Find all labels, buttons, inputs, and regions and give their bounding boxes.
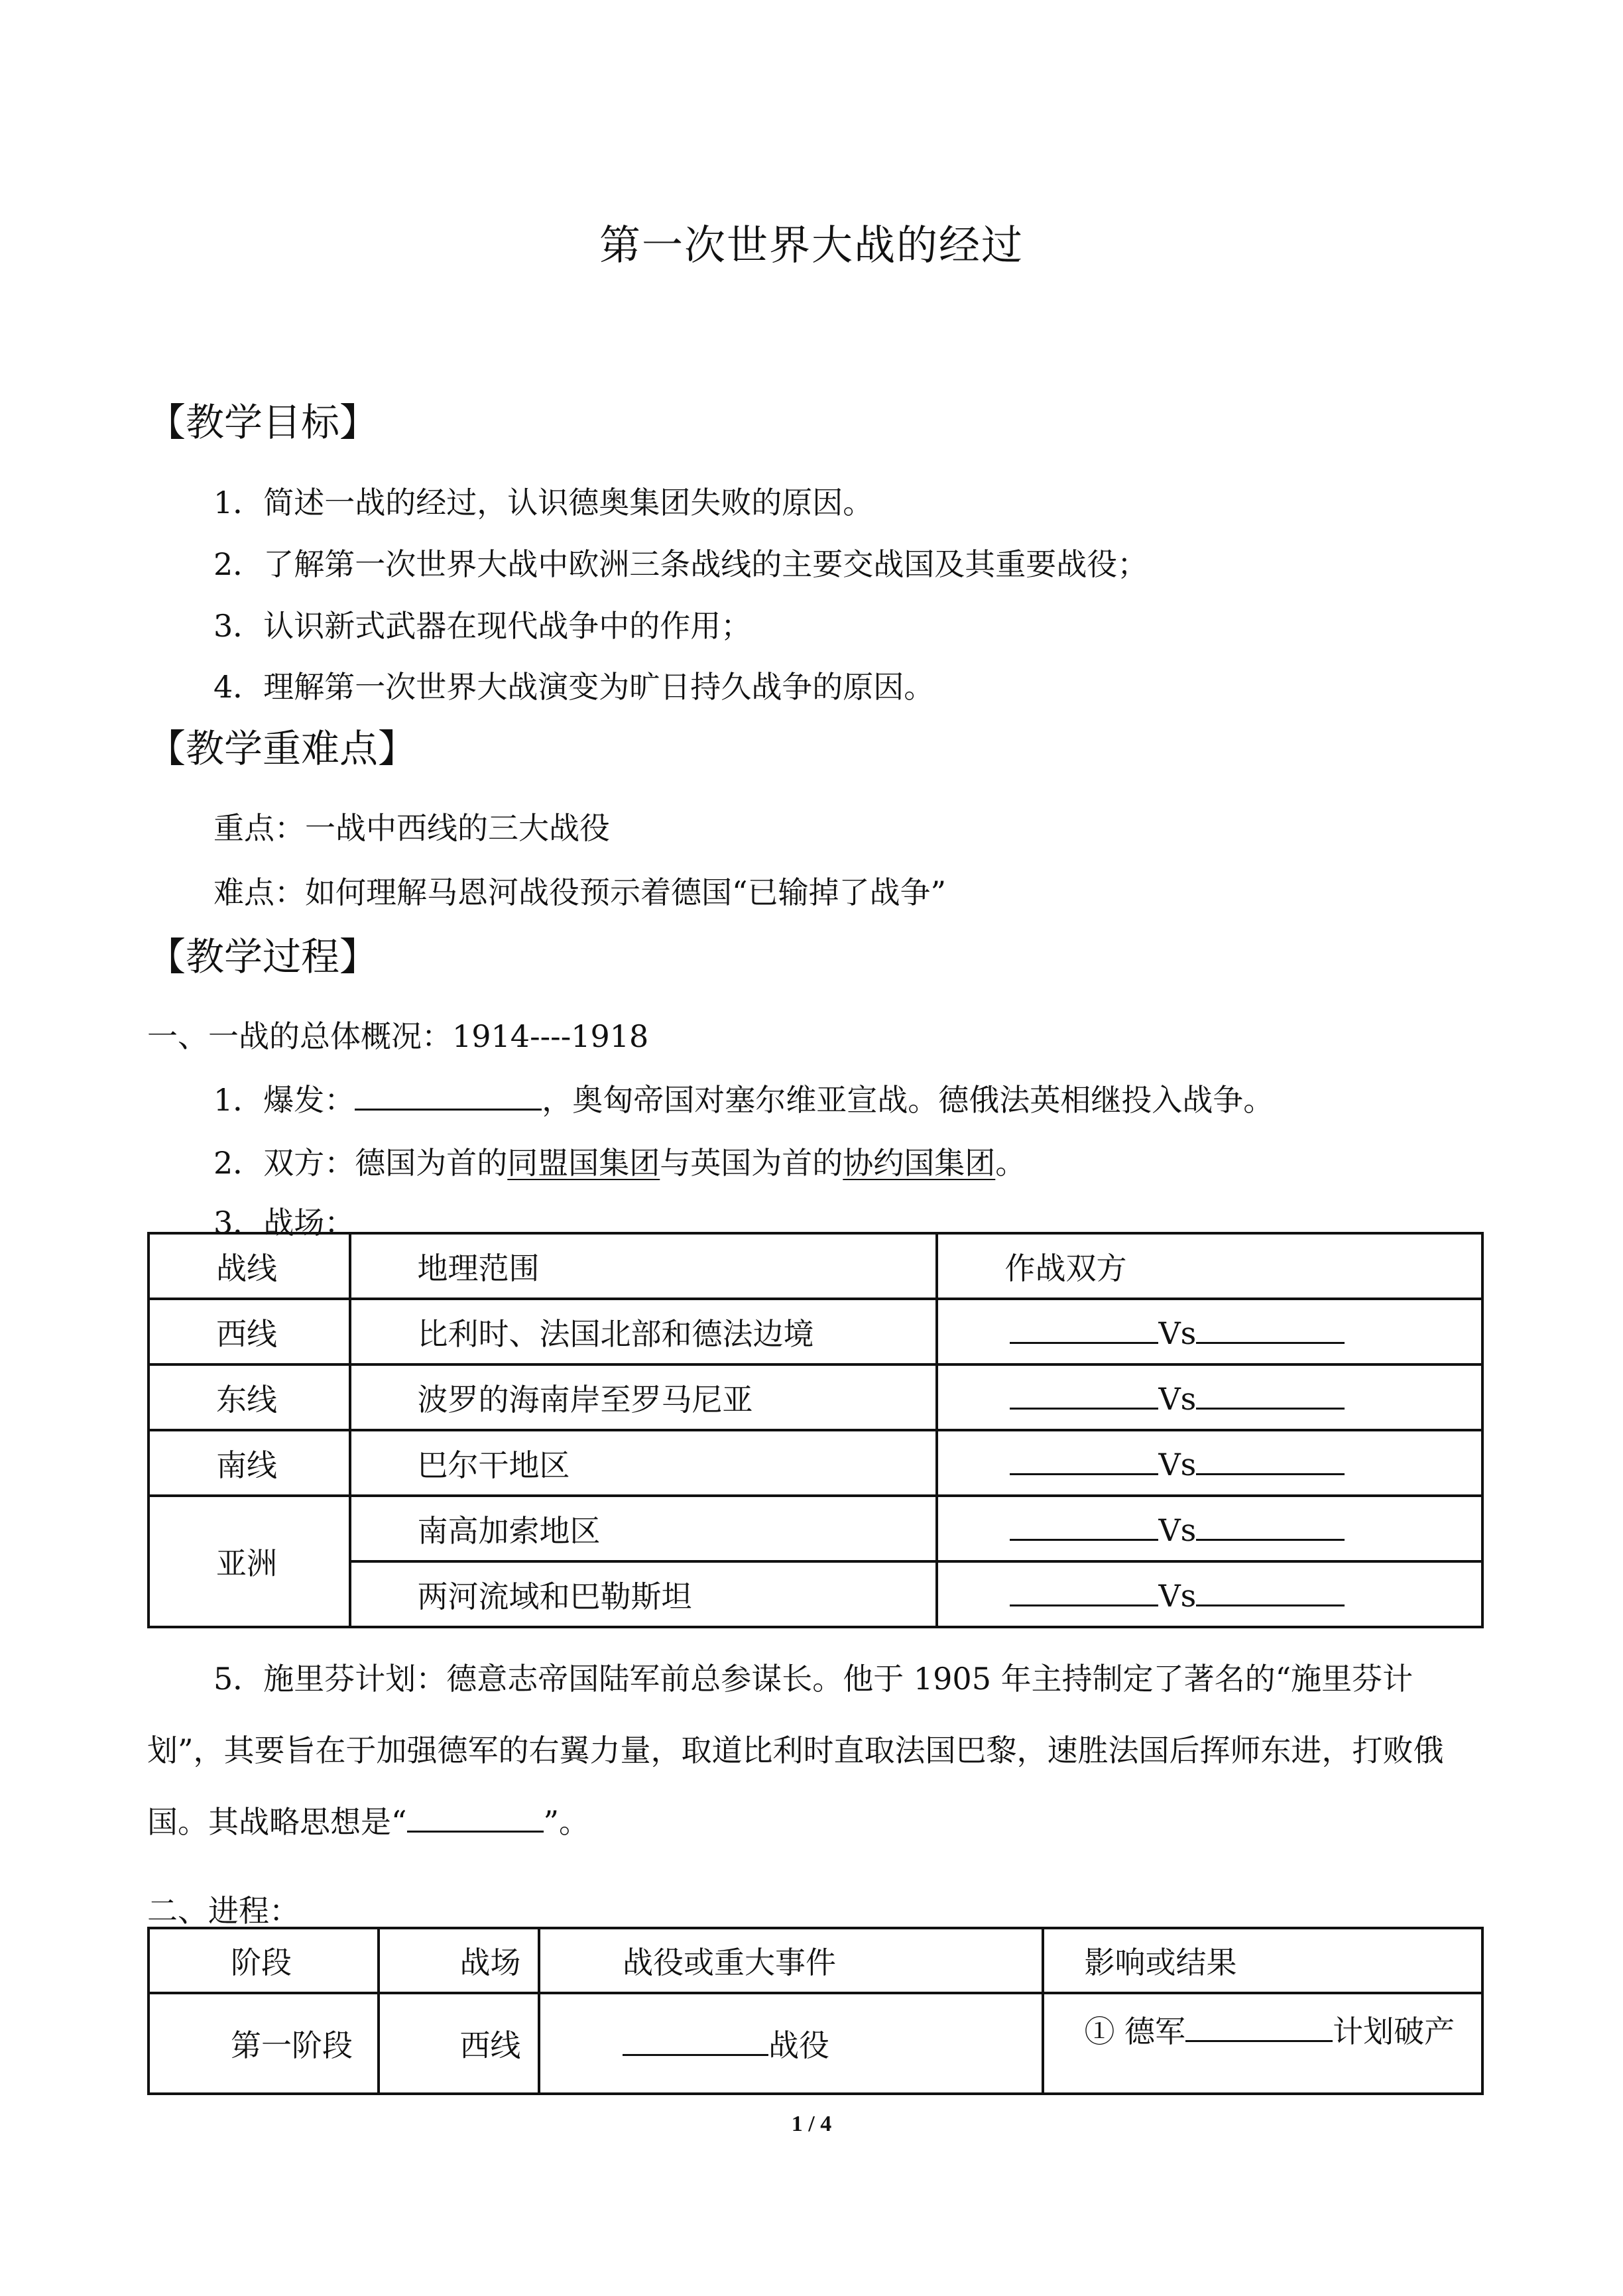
- schlieffen-paragraph: [147, 1643, 1484, 1858]
- objective-item: 3．认识新式武器在现代战争中的作用；: [213, 608, 752, 644]
- blank-right: [1196, 1378, 1345, 1410]
- blank-left: [1010, 1378, 1158, 1410]
- objectives-heading: 【教学目标】: [147, 400, 379, 445]
- header-sides: 作战双方: [937, 1233, 1482, 1299]
- outbreak-line: [213, 1076, 1274, 1120]
- objective-item: 4．理解第一次世界大战演变为旷日持久战争的原因。: [213, 669, 935, 705]
- result-cell: [1043, 1993, 1482, 2094]
- table-row: [149, 1496, 1482, 1561]
- page-number: 1 / 4: [791, 2112, 832, 2136]
- battlefield-label: 3．战场：: [213, 1205, 355, 1240]
- page-title: 第一次世界大战的经过: [599, 221, 1024, 269]
- header-region: 地理范围: [350, 1233, 937, 1299]
- region-cell: 波罗的海南岸至罗马尼亚: [350, 1364, 937, 1430]
- keypoints-heading: 【教学重难点】: [147, 726, 417, 771]
- stage-cell: 第一阶段: [149, 1993, 379, 2094]
- sides-cell: [937, 1364, 1482, 1430]
- front-cell: 东线: [149, 1364, 350, 1430]
- vs-label: Vs: [1158, 1446, 1197, 1482]
- entente-powers: 协约国集团: [843, 1145, 996, 1181]
- header-stage: 阶段: [149, 1928, 379, 1993]
- region-cell: 比利时、法国北部和德法边境: [350, 1299, 937, 1364]
- sides-line: [213, 1139, 1026, 1183]
- blank-right: [1196, 1510, 1345, 1541]
- front-cell: 西线: [149, 1299, 350, 1364]
- schlieffen-blank: [407, 1801, 544, 1833]
- blank-right: [1196, 1313, 1345, 1344]
- blank-left: [1010, 1575, 1158, 1606]
- battle-blank: [623, 2025, 768, 2056]
- part1-title: 一、一战的总体概况：1914----1918: [147, 1018, 649, 1054]
- front-cell: 南线: [149, 1430, 350, 1496]
- vs-label: Vs: [1158, 1315, 1197, 1351]
- header-battle: 战役或重大事件: [539, 1928, 1043, 1993]
- table-header-row: [149, 1928, 1482, 1993]
- result-prefix: ① 德军: [1084, 2014, 1186, 2049]
- region-cell: 两河流域和巴勒斯坦: [350, 1561, 937, 1627]
- outbreak-suffix: ，奥匈帝国对塞尔维亚宣战。德俄法英相继投入战争。: [542, 1082, 1274, 1118]
- stage-table: [147, 1927, 1484, 2095]
- objective-item: 1．简述一战的经过，认识德奥集团失败的原因。: [213, 485, 874, 520]
- vs-label: Vs: [1158, 1380, 1197, 1417]
- table-row: [149, 1299, 1482, 1364]
- outbreak-blank: [355, 1079, 542, 1111]
- sides-middle: 与英国为首的: [660, 1145, 843, 1181]
- region-cell: 巴尔干地区: [350, 1430, 937, 1496]
- field-cell: 西线: [379, 1993, 539, 2094]
- sides-cell: [937, 1299, 1482, 1364]
- sides-cell: [937, 1561, 1482, 1627]
- blank-left: [1010, 1444, 1158, 1475]
- table-row: [149, 1364, 1482, 1430]
- schlieffen-text: 5．施里芬计划：德意志帝国陆军前总参谋长。他于 1905 年主持制定了著名的“施里芬计划”，其要旨在于加强德军的右翼力量，取道比利时直取法国巴黎，速胜法国后挥师东进，打败俄国。其战略思想是“: [147, 1661, 1444, 1840]
- front-cell: 亚洲: [149, 1496, 350, 1627]
- blank-right: [1196, 1575, 1345, 1606]
- blank-left: [1010, 1313, 1158, 1344]
- sides-cell: [937, 1430, 1482, 1496]
- battle-cell: [539, 1993, 1043, 2094]
- part2-title: 二、进程：: [147, 1893, 300, 1929]
- region-cell: 南高加索地区: [350, 1496, 937, 1561]
- blank-left: [1010, 1510, 1158, 1541]
- battle-suffix: 战役: [768, 2027, 830, 2063]
- blank-right: [1196, 1444, 1345, 1475]
- header-result: 影响或结果: [1043, 1928, 1482, 1993]
- difficulty-point: 难点：如何理解马恩河战役预示着德国“已输掉了战争”: [213, 875, 947, 910]
- table-header-row: [149, 1233, 1482, 1299]
- central-powers: 同盟国集团: [507, 1145, 660, 1181]
- vs-label: Vs: [1158, 1577, 1197, 1614]
- schlieffen-end: ”。: [543, 1804, 590, 1840]
- header-front: 战线: [149, 1233, 350, 1299]
- header-field: 战场: [379, 1928, 539, 1993]
- table-row: [149, 1993, 1482, 2094]
- result-blank: [1185, 2011, 1333, 2042]
- process-heading: 【教学过程】: [147, 934, 379, 979]
- front-table: [147, 1232, 1484, 1628]
- sides-cell: [937, 1496, 1482, 1561]
- focus-point: 重点：一战中西线的三大战役: [213, 810, 610, 846]
- result-suffix: 计划破产: [1333, 2014, 1455, 2049]
- table-row: [149, 1430, 1482, 1496]
- outbreak-prefix: 1．爆发：: [213, 1082, 355, 1118]
- objective-item: 2．了解第一次世界大战中欧洲三条战线的主要交战国及其重要战役；: [213, 546, 1148, 582]
- sides-prefix: 2．双方：德国为首的: [213, 1145, 508, 1181]
- sides-end: 。: [995, 1145, 1026, 1181]
- vs-label: Vs: [1158, 1512, 1197, 1548]
